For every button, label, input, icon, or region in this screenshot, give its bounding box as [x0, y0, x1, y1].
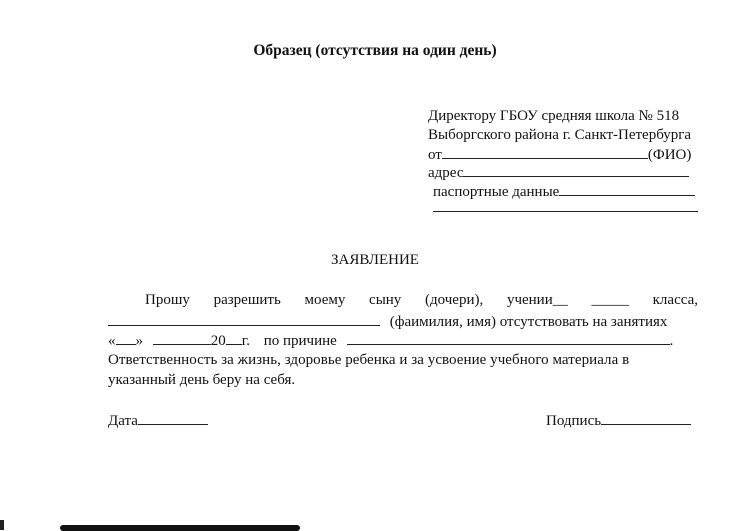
fio-label: (ФИО) — [647, 147, 692, 163]
year-blank — [226, 332, 242, 345]
address-label: адрес — [428, 165, 464, 181]
document-title: Образец (отсутствия на один день) — [253, 42, 497, 59]
body-line-3: « » 20 г. по причине . — [108, 333, 674, 349]
month-blank — [153, 332, 211, 345]
body-line-5: указанный день беру на себя. — [108, 372, 296, 388]
addressee-line-1: Директору ГБОУ средняя школа № 518 — [428, 108, 680, 124]
signature-blank — [601, 412, 691, 425]
day-blank — [116, 332, 136, 345]
passport-blank — [559, 183, 695, 196]
body-line-2: (фаимилия, имя) отсутствовать на занятиях — [108, 313, 698, 331]
signature-field — [546, 412, 691, 430]
passport-label: паспортные данные — [433, 184, 560, 200]
date-field — [108, 412, 208, 430]
body-line-1: Прошу разрешить моему сыну (дочери), учении__ _____ класса, — [145, 292, 698, 308]
date-blank — [138, 412, 208, 425]
address-field — [428, 164, 689, 182]
reason-blank — [347, 332, 670, 345]
from-label: от — [428, 147, 442, 163]
from-field — [428, 146, 691, 164]
fio-blank — [442, 146, 648, 159]
scan-edge-mark — [0, 520, 4, 530]
statement-heading: ЗАЯВЛЕНИЕ — [331, 252, 419, 268]
addressee-line-2: Выборгского района г. Санкт-Петербурга — [428, 127, 692, 143]
date-label: Дата — [108, 413, 138, 429]
student-name-blank — [108, 313, 380, 326]
body-line-4: Ответственность за жизнь, здоровье ребенка и за усвоение учебного материала в — [108, 352, 630, 368]
extra-blank-line — [433, 199, 698, 217]
address-blank — [463, 164, 689, 177]
signature-label: Подпись — [546, 413, 602, 429]
scan-artifact — [60, 525, 300, 531]
